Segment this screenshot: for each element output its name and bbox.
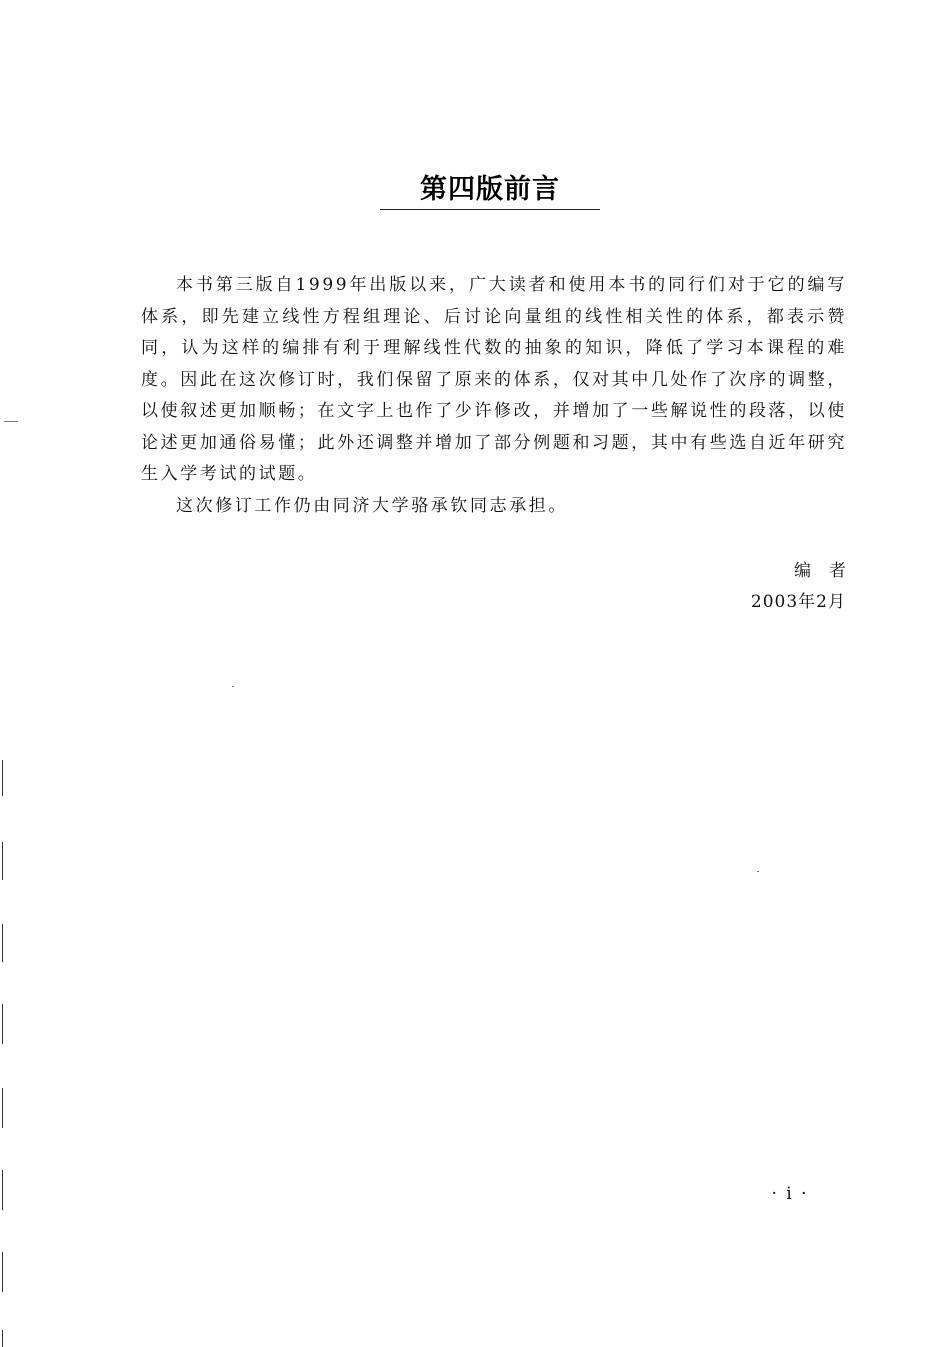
scan-speck [757, 871, 759, 872]
title-underline [380, 209, 600, 210]
scan-edge-mark [2, 1330, 3, 1347]
page-title: 第四版前言 [420, 174, 560, 205]
date-line: 2003年2月 [750, 592, 846, 612]
heading-block [380, 172, 600, 210]
signature-block [750, 556, 864, 618]
scan-edge-mark [2, 1004, 3, 1044]
scan-edge-mark [2, 1088, 3, 1128]
scan-speck [4, 421, 18, 422]
scan-edge-mark [2, 842, 3, 880]
scan-edge-mark [2, 924, 3, 962]
scan-speck [232, 686, 234, 687]
preface-paragraph: 本书第三版自1999年出版以来，广大读者和使用本书的同行们对于它的编写体系，即先建立线性方程组理论、后讨论向量组的线性相关性的体系，都表示赞同，认为这样的编排有利于理解线性代数的抽象的知识，降低了学习本课程的难度。因此在这次修订时，我们保留了原来的体系，仅对其中几处作了次序的调整，以使叙述更加顺畅；在文字上也作了少许修改，并增加了一些解说性的段落，以使论述更加通俗易懂；此外还调整并增加了部分例题和习题，其中有些选自近年研究生入学考试的试题。 [141, 275, 847, 484]
page-number: · i · [771, 1184, 809, 1204]
scan-edge-mark [2, 1252, 3, 1292]
author-line: 编者 [794, 561, 864, 581]
scan-edge-mark [2, 760, 3, 796]
preface-body [141, 270, 847, 522]
scan-edge-mark [2, 1170, 3, 1210]
preface-paragraph: 这次修订工作仍由同济大学骆承钦同志承担。 [176, 495, 568, 516]
